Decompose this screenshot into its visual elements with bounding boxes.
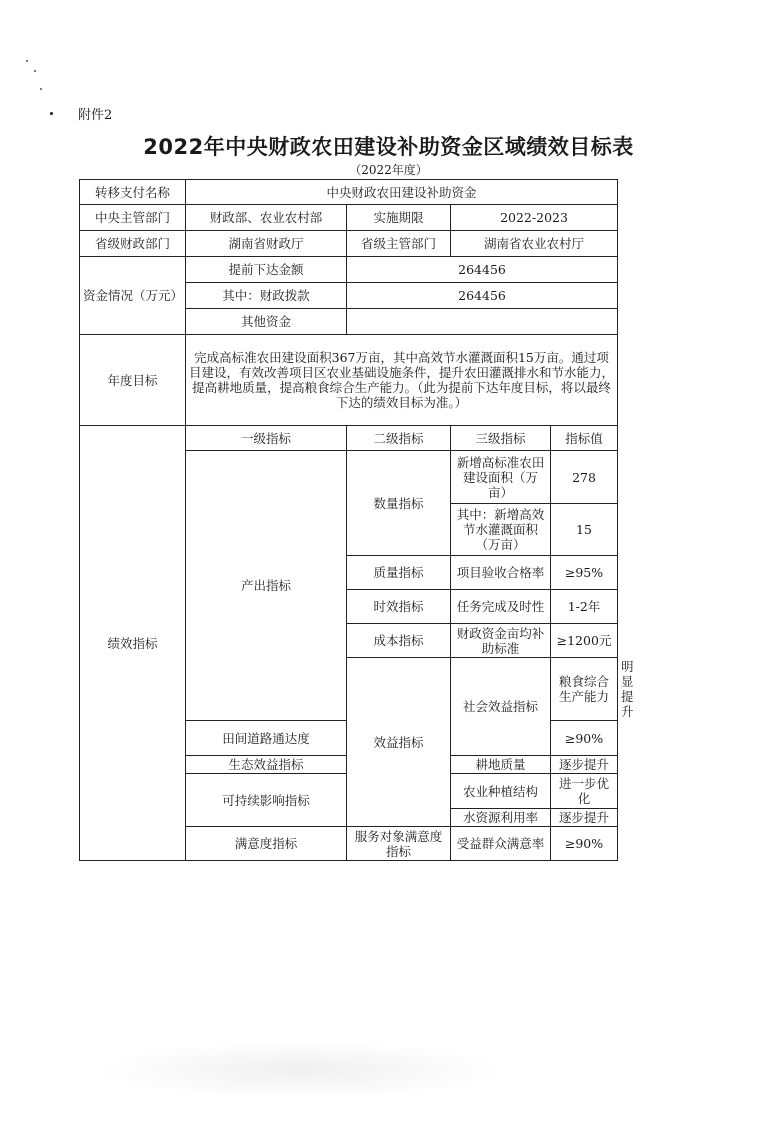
table-row: 效益指标 社会效益指标 粮食综合生产能力 明显提升 — [80, 658, 618, 721]
level2-sustainable: 可持续影响指标 — [186, 774, 347, 827]
prov-dept-value: 湖南省农业农村厅 — [451, 231, 618, 257]
indicator-value: ≥90% — [551, 827, 618, 861]
header-value: 指标值 — [551, 426, 618, 451]
indicator-value: ≥95% — [551, 556, 618, 590]
table-row — [80, 257, 618, 283]
level2-quantity: 数量指标 — [347, 451, 451, 556]
indicator-name: 项目验收合格率 — [451, 556, 551, 590]
period-label: 实施期限 — [347, 205, 451, 231]
level2-timeliness: 时效指标 — [347, 590, 451, 624]
table-row — [80, 180, 618, 205]
indicator-value: 15 — [551, 504, 618, 556]
faint-stamp-mark — [90, 1040, 510, 1100]
fiscal-allocation-value: 264456 — [347, 283, 618, 309]
period-value: 2022-2023 — [451, 205, 618, 231]
scan-speck — [50, 112, 53, 115]
indicator-value: ≥90% — [551, 721, 618, 756]
annual-goal-text: 完成高标准农田建设面积367万亩，其中高效节水灌溉面积15万亩。通过项目建设，有效改善项目区农业基础设施条件，提升农田灌溉排水和节水能力，提高耕地质量，提高粮食综合生产能力。（此为提前下达年度目标，将以最终下达的绩效目标为准。） — [186, 335, 618, 426]
prov-finance-label: 省级财政部门 — [80, 231, 186, 257]
indicator-value: 逐步提升 — [551, 756, 618, 774]
annual-goal-label: 年度目标 — [80, 335, 186, 426]
indicator-name: 田间道路通达度 — [186, 721, 347, 756]
header-level1: 一级指标 — [186, 426, 347, 451]
prov-dept-label: 省级主管部门 — [347, 231, 451, 257]
scan-speck — [40, 88, 42, 90]
indicator-name: 受益群众满意率 — [451, 827, 551, 861]
indicator-value: 1-2年 — [551, 590, 618, 624]
level1-benefit: 效益指标 — [347, 658, 451, 827]
indicator-name: 财政资金亩均补助标准 — [451, 624, 551, 658]
indicator-name: 水资源利用率 — [451, 809, 551, 827]
indicator-name: 其中：新增高效节水灌溉面积（万亩） — [451, 504, 551, 556]
year-subtitle: （2022年度） — [349, 163, 428, 177]
level2-ecological: 生态效益指标 — [186, 756, 347, 774]
advance-amount-label: 提前下达金额 — [186, 257, 347, 283]
table-row — [80, 231, 618, 257]
indicator-name: 新增高标准农田建设面积（万亩） — [451, 451, 551, 504]
level2-quality: 质量指标 — [347, 556, 451, 590]
table-row — [80, 335, 618, 426]
level2-social: 社会效益指标 — [451, 658, 551, 756]
scan-speck — [34, 70, 36, 72]
performance-label: 绩效指标 — [80, 426, 186, 861]
level1-output: 产出指标 — [186, 451, 347, 721]
central-dept-label: 中央主管部门 — [80, 205, 186, 231]
page-title: 2022年中央财政农田建设补助资金区域绩效目标表 — [143, 135, 634, 159]
advance-amount-value: 264456 — [347, 257, 618, 283]
table-row — [80, 426, 618, 451]
attachment-label: 附件2 — [78, 108, 113, 123]
central-dept-value: 财政部、农业农村部 — [186, 205, 347, 231]
other-funds-value — [347, 309, 618, 335]
transfer-name-label: 转移支付名称 — [80, 180, 186, 205]
indicator-value: 278 — [551, 451, 618, 504]
funds-label: 资金情况（万元） — [80, 257, 186, 335]
indicator-name: 粮食综合生产能力 — [551, 658, 618, 721]
level2-cost: 成本指标 — [347, 624, 451, 658]
level1-satisfaction: 满意度指标 — [186, 827, 347, 861]
indicator-value: ≥1200元 — [551, 624, 618, 658]
indicator-name: 农业种植结构 — [451, 774, 551, 809]
scan-speck — [26, 60, 28, 62]
indicator-value: 进一步优化 — [551, 774, 618, 809]
fiscal-allocation-label: 其中：财政拨款 — [186, 283, 347, 309]
header-level3: 三级指标 — [451, 426, 551, 451]
performance-target-table — [79, 179, 634, 861]
level2-service: 服务对象满意度指标 — [347, 827, 451, 861]
table-row — [80, 205, 618, 231]
transfer-name-value: 中央财政农田建设补助资金 — [186, 180, 618, 205]
prov-finance-value: 湖南省财政厅 — [186, 231, 347, 257]
indicator-name: 任务完成及时性 — [451, 590, 551, 624]
other-funds-label: 其他资金 — [186, 309, 347, 335]
indicator-name: 耕地质量 — [451, 756, 551, 774]
indicator-value: 逐步提升 — [551, 809, 618, 827]
header-level2: 二级指标 — [347, 426, 451, 451]
